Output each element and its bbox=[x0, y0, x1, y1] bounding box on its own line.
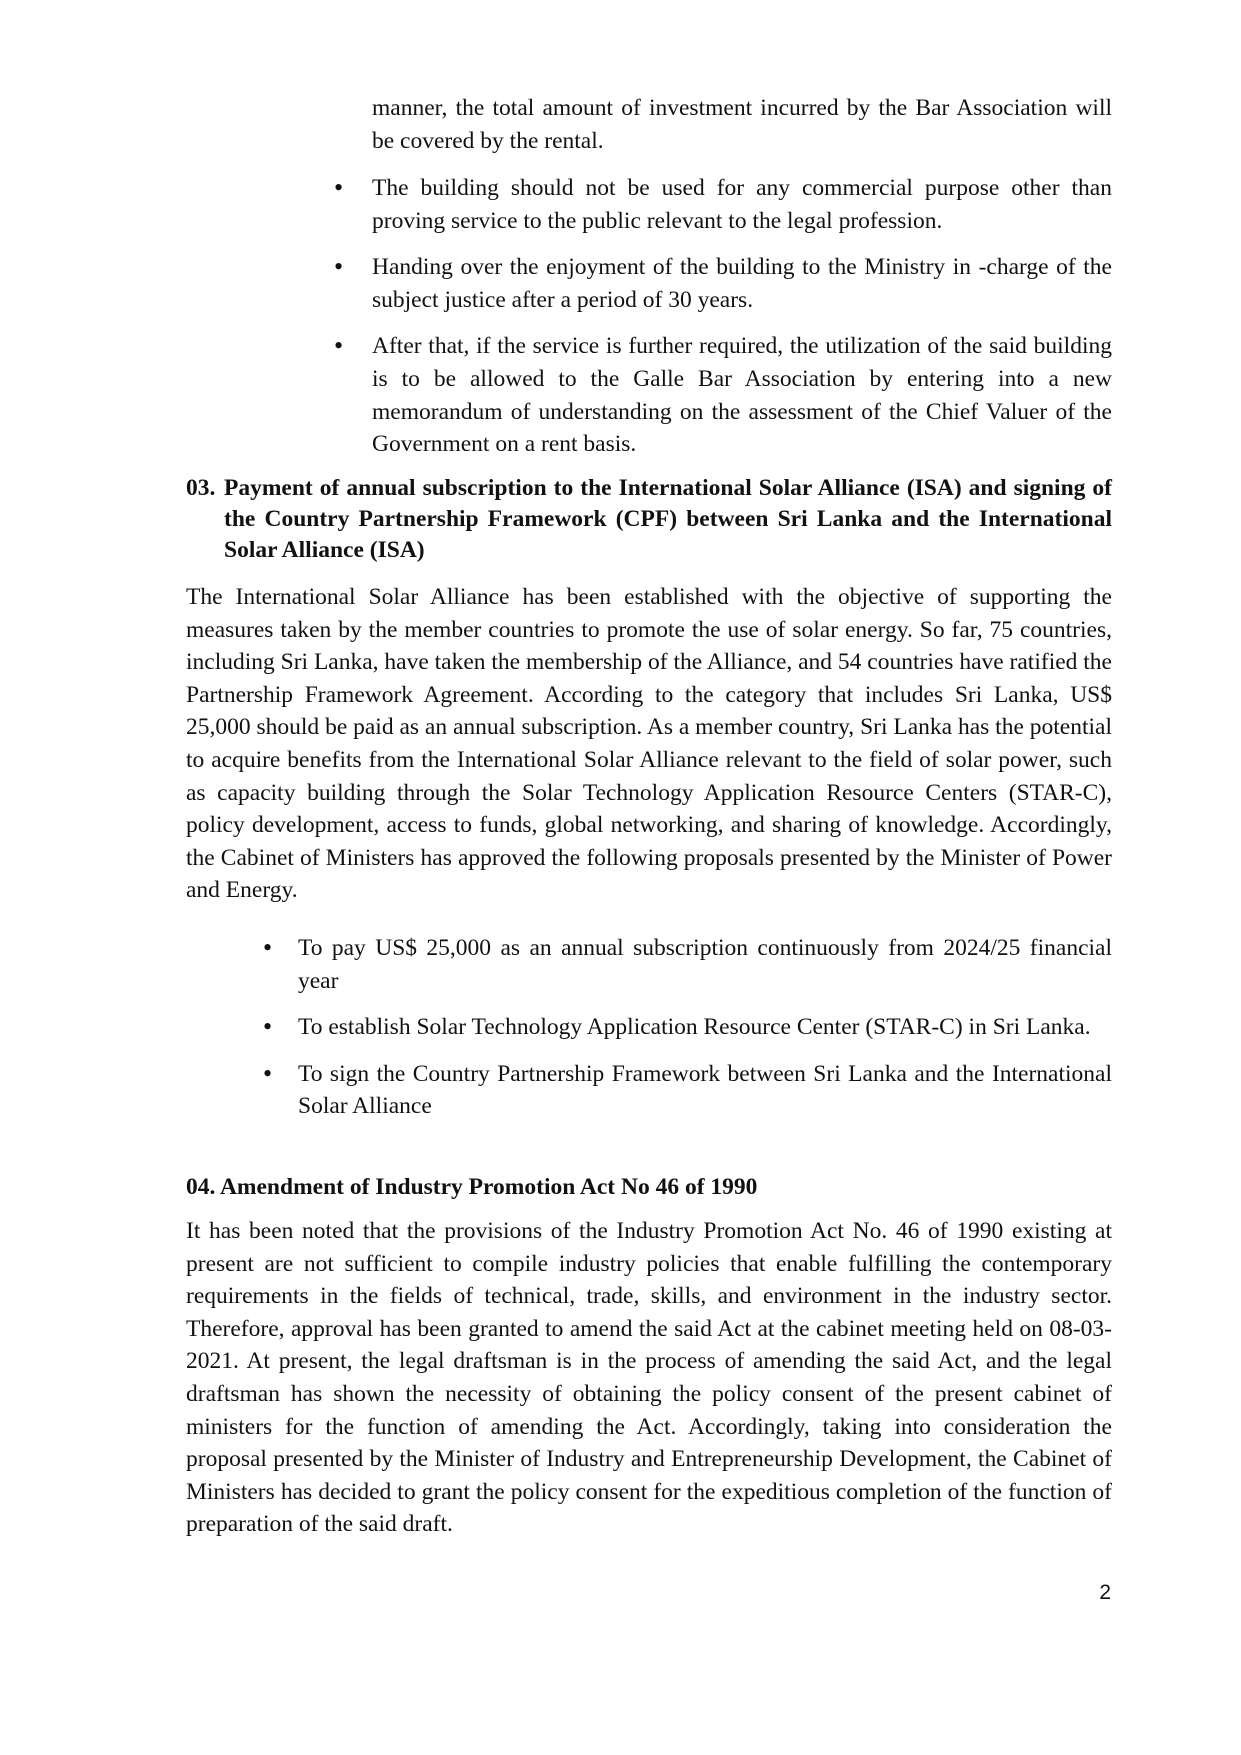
list-item bbox=[263, 932, 1112, 997]
section-4-paragraph: It has been noted that the provisions of the Industry Promotion Act No. 46 of 1990 existing at present are not sufficient to compile industry policies that enable fulfilling the contemporary requirements in the fields of technical, trade, skills, and environment in the industry sector. Therefore, approval has been granted to amend the said Act at the cabinet meeting held on 08-03-2021. At present, the legal draftsman is in the process of amending the said Act, and the legal draftsman has shown the necessity of obtaining the policy consent of the present cabinet of ministers for the function of amending the Act. Accordingly, taking into consideration the proposal presented by the Minister of Industry and Entrepreneurship Development, the Cabinet of Ministers has decided to grant the policy consent for the expeditious completion of the function of preparation of the said draft. bbox=[186, 1218, 1112, 1538]
page-number: 2 bbox=[1099, 1581, 1111, 1604]
bullet-icon: • bbox=[263, 933, 273, 962]
list-item-text: To pay US$ 25,000 as an annual subscription continuously from 2024/25 financial year bbox=[298, 935, 1112, 994]
section-3-paragraph: The International Solar Alliance has been established with the objective of supporting the measures taken by the member countries to promote the use of solar energy. So far, 75 countries, including Sri Lanka, have taken the membership of the Alliance, and 54 countries have ratified the Partnership Framework Agreement. According to the category that includes Sri Lanka, US$ 25,000 should be paid as an annual subscription. As a member country, Sri Lanka has the potential to acquire benefits from the International Solar Alliance relevant to the field of solar power, such as capacity building through the Solar Technology Application Resource Centers (STAR-C), policy development, access to funds, global networking, and sharing of knowledge. Accordingly, the Cabinet of Ministers has approved the following proposals presented by the Minister of Power and Energy. bbox=[186, 584, 1112, 904]
list-item-text: Handing over the enjoyment of the building to the Ministry in -charge of the subject justice after a period of 30 years. bbox=[372, 254, 1112, 313]
list-item-text: To establish Solar Technology Application Resource Center (STAR-C) in Sri Lanka. bbox=[298, 1014, 1091, 1041]
list-item-text: To sign the Country Partnership Framework between Sri Lanka and the International Solar Alliance bbox=[298, 1060, 1112, 1120]
list-item bbox=[334, 172, 1112, 237]
list-item bbox=[263, 1011, 1112, 1044]
bullet-icon: • bbox=[263, 1012, 273, 1042]
bullet-icon: • bbox=[334, 252, 344, 282]
list-item bbox=[334, 251, 1112, 316]
bullet-icon: • bbox=[334, 173, 344, 202]
list-item bbox=[334, 330, 1112, 460]
bullet-list-building-conditions bbox=[334, 172, 1112, 475]
section-3-title: Payment of annual subscription to the International Solar Alliance (ISA) and signing of the Country Partnership Framework (CPF) between Sri Lanka and the International Solar Alliance (ISA) bbox=[224, 475, 1112, 563]
list-item-text: After that, if the service is further required, the utilization of the said building is to be allowed to the Galle Bar Association by entering into a new memorandum of understanding on the assessment of the Chief Valuer of the Government on a rent basis. bbox=[372, 333, 1112, 458]
bullet-icon: • bbox=[263, 1058, 273, 1088]
bullet-list-isa-proposals bbox=[263, 932, 1112, 1137]
section-3-heading bbox=[186, 473, 1112, 565]
list-item-text: The building should not be used for any commercial purpose other than proving service to the public relevant to the legal profession. bbox=[372, 175, 1112, 234]
section-3-number: 03. bbox=[186, 475, 216, 501]
list-item bbox=[263, 1058, 1112, 1123]
bullet-icon: • bbox=[334, 331, 344, 361]
section-4-heading: 04. Amendment of Industry Promotion Act No 46 of 1990 bbox=[186, 1174, 758, 1200]
continuation-paragraph: manner, the total amount of investment incurred by the Bar Association will be covered by the rental. bbox=[372, 95, 1112, 154]
